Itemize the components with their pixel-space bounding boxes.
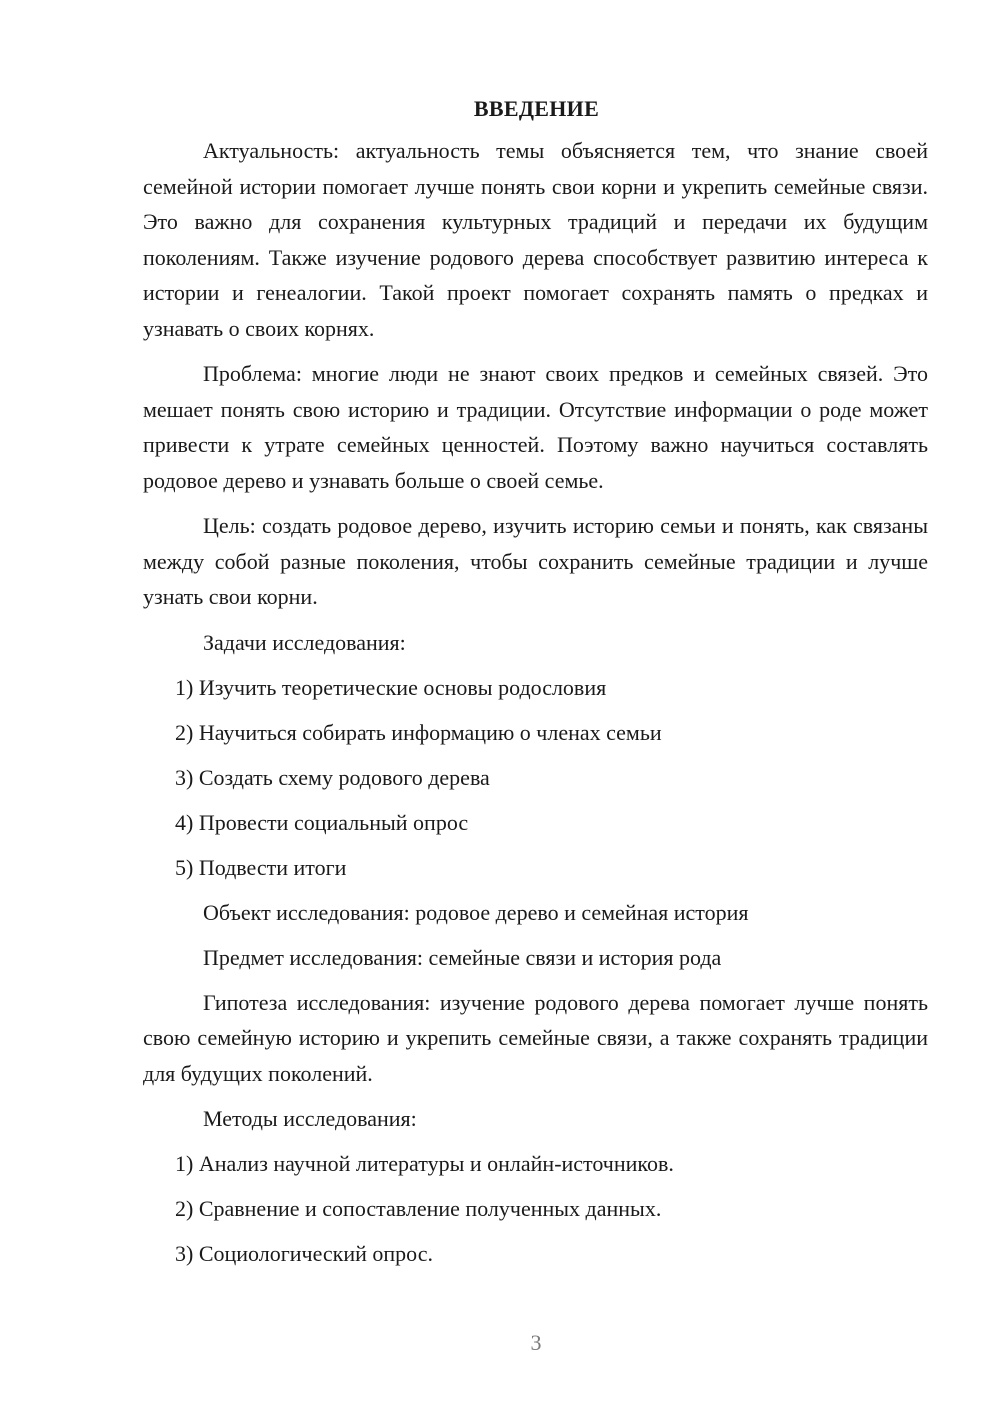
document-page bbox=[143, 94, 928, 1281]
task-item: 5) Подвести итоги bbox=[175, 854, 347, 880]
task-item: 3) Создать схему родового дерева bbox=[175, 764, 490, 790]
problem-paragraph: Проблема: многие люди не знают своих предков и семейных связей. Это мешает понять свою историю и традиции. Отсутствие информации о роде может привести к утрате семейных ценностей. Поэтому важно научиться составлять родовое дерево и узнавать больше о своей семье. bbox=[143, 361, 928, 493]
method-item: 2) Сравнение и сопоставление полученных данных. bbox=[175, 1196, 662, 1221]
subject-statement: Предмет исследования: семейные связи и история рода bbox=[203, 944, 722, 970]
goal-paragraph: Цель: создать родовое дерево, изучить историю семьи и понять, как связаны между собой разные поколения, чтобы сохранить семейные традиции и лучше узнать свои корни. bbox=[143, 513, 928, 609]
section-heading: ВВЕДЕНИЕ bbox=[473, 96, 600, 121]
object-statement: Объект исследования: родовое дерево и семейная история bbox=[203, 899, 749, 925]
methods-label: Методы исследования: bbox=[203, 1106, 417, 1131]
method-item: 1) Анализ научной литературы и онлайн-источников. bbox=[175, 1151, 674, 1176]
tasks-label: Задачи исследования: bbox=[203, 629, 406, 655]
hypothesis-paragraph: Гипотеза исследования: изучение родового дерева помогает лучше понять свою семейную историю и укрепить семейные связи, а также сохранять традиции для будущих поколений. bbox=[143, 989, 928, 1086]
page-number: 3 bbox=[530, 1330, 542, 1355]
relevance-paragraph: Актуальность: актуальность темы объясняется тем, что знание своей семейной истории помогает лучше понять свои корни и укрепить семейные связи. Это важно для сохранения культурных традиций и передачи их будущим поколениям. Также изучение родового дерева способствует развитию интереса к истории и генеалогии. Такой проект помогает сохранять память о предках и узнавать о своих корнях. bbox=[143, 138, 928, 341]
task-item: 2) Научиться собирать информацию о членах семьи bbox=[175, 719, 662, 745]
task-item: 4) Провести социальный опрос bbox=[175, 809, 469, 835]
method-item: 3) Социологический опрос. bbox=[175, 1241, 433, 1266]
task-item: 1) Изучить теоретические основы родословия bbox=[175, 674, 607, 700]
